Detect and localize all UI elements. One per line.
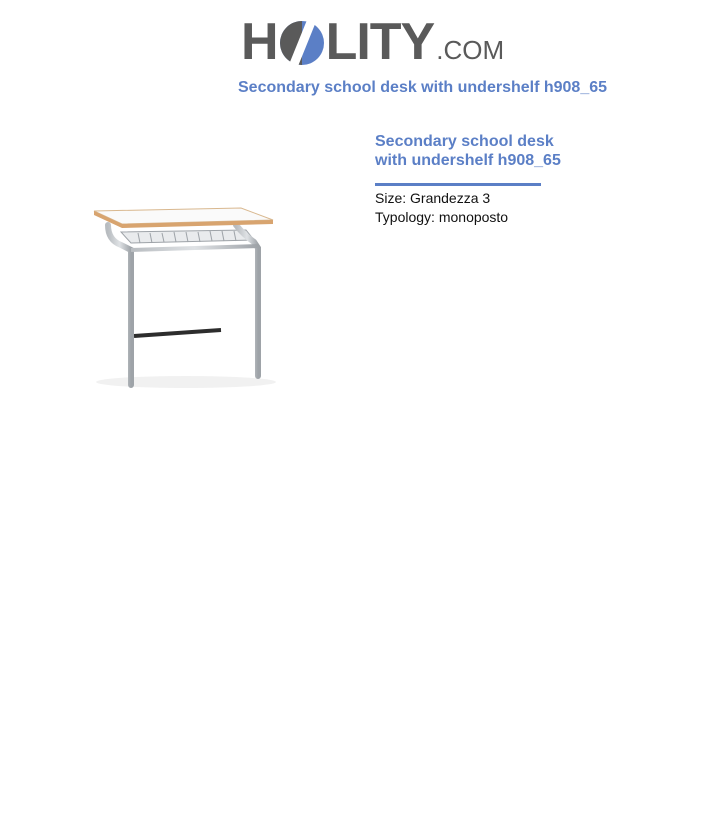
logo-letters-lity: LITY <box>325 13 435 71</box>
attribute-value: monoposto <box>438 209 509 225</box>
attribute-size <box>375 189 595 208</box>
product-info <box>375 132 595 227</box>
holity-o-logo-icon <box>279 16 325 68</box>
product-title <box>375 132 595 170</box>
attribute-label: Typology: <box>375 209 439 225</box>
attribute-label: Size: <box>375 190 411 206</box>
title-divider <box>375 183 541 186</box>
logo-letter-h: H <box>241 13 278 71</box>
product-title-line1: Secondary school desk <box>375 133 554 150</box>
page-title: Secondary school desk with undershelf h908_65 <box>238 79 608 96</box>
school-desk-image <box>86 200 286 395</box>
attribute-value: Grandezza 3 <box>410 190 491 206</box>
product-title-line2: with undershelf h908_65 <box>375 152 561 169</box>
holity-logo[interactable] <box>241 10 505 71</box>
logo-domain: .COM <box>436 35 505 65</box>
logo-wordmark <box>241 13 435 71</box>
attribute-typology <box>375 208 595 227</box>
